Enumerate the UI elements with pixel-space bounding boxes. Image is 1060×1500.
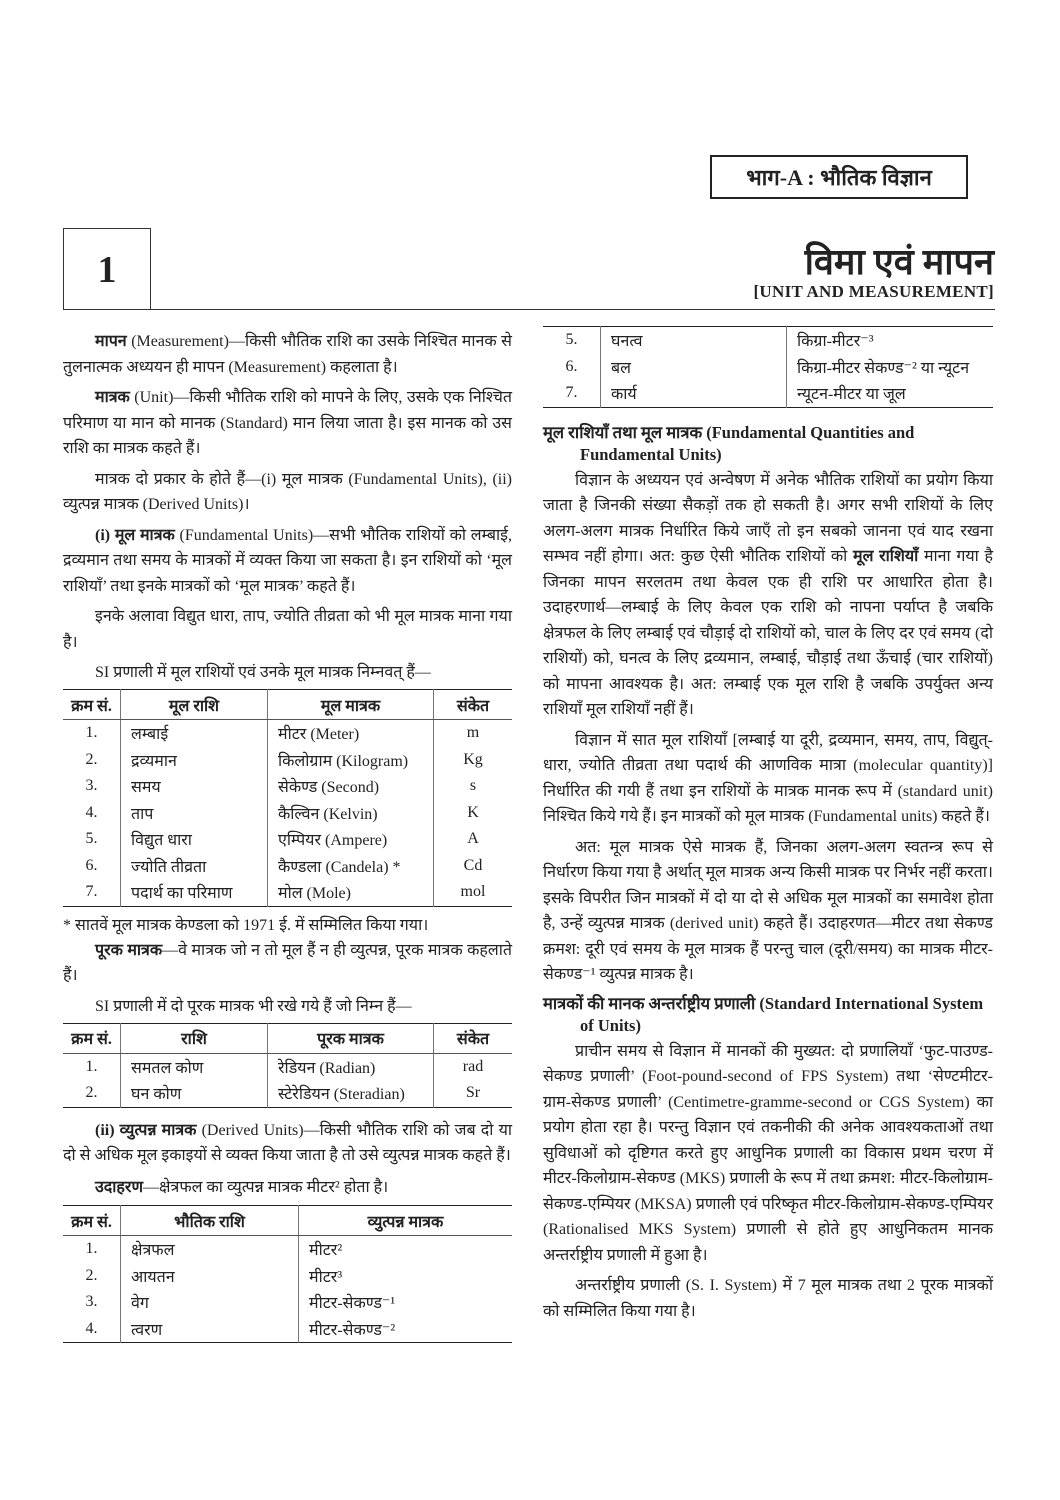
- table-cell: 7.: [85, 883, 98, 901]
- table-cell: किग्रा-मीटर⁻³: [787, 327, 994, 354]
- chapter-divider: [63, 309, 995, 310]
- paragraph-seven-quantities: [543, 728, 993, 830]
- heading-si-system: मात्रकों की मानक अन्तर्राष्ट्रीय प्रणाली (Standard International System of Units): [543, 993, 984, 1035]
- table-cell: सेकेण्ड (Second): [268, 773, 434, 800]
- table-cell: बल: [601, 354, 787, 381]
- table-row: [63, 773, 512, 800]
- table-cell: मीटर³: [299, 1263, 513, 1290]
- table-cell: Sr: [434, 1080, 513, 1107]
- table-cell: ज्योति तीव्रता: [121, 853, 268, 880]
- paragraph-fundamental-units: [63, 523, 512, 600]
- table-cell: 4.: [85, 1319, 98, 1337]
- bold-term: मात्रक: [95, 389, 130, 406]
- column-header: संकेत: [434, 1023, 513, 1053]
- table-row: [63, 853, 512, 880]
- paragraph-other-fundamental: [63, 604, 512, 655]
- table-cell: एम्पियर (Ampere): [268, 826, 434, 853]
- paragraph-fundamental-vs-derived: [543, 835, 993, 988]
- table-row: [543, 327, 993, 354]
- table-header-row: [63, 1023, 512, 1053]
- table-cell: घन कोण: [121, 1080, 268, 1107]
- column-header: मूल मात्रक: [268, 690, 434, 720]
- table-row: [63, 800, 512, 827]
- table-cell: s: [434, 773, 513, 800]
- table-row: [543, 354, 993, 381]
- heading-fundamental-quantities: मूल राशियाँ तथा मूल मात्रक (Fundamental Quantities and Fundamental Units): [543, 422, 915, 464]
- bold-term: उदाहरण: [95, 1178, 144, 1196]
- column-header: पूरक मात्रक: [268, 1023, 434, 1053]
- table-row: [63, 747, 512, 774]
- chapter-number: 1: [97, 248, 117, 291]
- table-cell: 2.: [85, 1084, 98, 1102]
- table-cell: 1.: [85, 1240, 98, 1258]
- paragraph-unit-types: [63, 467, 512, 518]
- paragraph-system-history: [543, 1039, 993, 1269]
- paragraph-example: [63, 1175, 512, 1201]
- bold-term: (ii) व्युत्पन्न मात्रक: [95, 1121, 197, 1139]
- table-cell: A: [434, 826, 513, 853]
- table-cell: समतल कोण: [121, 1053, 268, 1080]
- table-cell: मीटर-सेकण्ड⁻¹: [299, 1289, 513, 1316]
- text-run: प्राचीन समय से विज्ञान में मानकों की मुख्यत: दो प्रणालियाँ ‘फुट-पाउण्ड-सेकण्ड प्रणाली’ (Foot-pound-second of FPS System) तथा ‘सेण्टमीटर-ग्राम-सेकण्ड प्रणाली’ (Centimetre-gramme-second or CGS System) का प्रयोग होता रहा है। परन्तु विज्ञान एवं तकनीकी की अनेक आवश्यकताओं तथा सुविधाओं को दृष्टिगत करते हुए आधुनिक प्रणाली का विकास प्रथम चरण में मीटर-किलोग्राम-सेकण्ड (MKS) प्रणाली के रूप में तथा क्रमश: मीटर-किलोग्राम-सेकण्ड-एम्पियर (MKSA) प्रणाली एवं परिष्कृत मीटर-किलोग्राम-सेकण्ड-एम्पियर (Rationalised MKS System) प्रणाली से होते हुए आधुनिकतम मानक अन्तर्राष्ट्रीय प्रणाली में हुआ है।: [543, 1042, 993, 1264]
- column-header: क्रम सं.: [63, 690, 121, 720]
- table-row: [63, 879, 512, 906]
- text-run: इनके अलावा विद्युत धारा, ताप, ज्योति तीव्रता को भी मूल मात्रक माना गया है।: [63, 608, 512, 651]
- text-run: अत: मूल मात्रक ऐसे मात्रक हैं, जिनका अलग-अलग स्वतन्त्र रूप से निर्धारण किया गया है अर्थात् मूल मात्रक अन्य किसी मात्रक पर निर्भर नहीं करता। इसके विपरीत जिन मात्रकों में दो या दो से अधिक मूल मात्रकों का समावेश होता है, उन्हें व्युत्पन्न मात्रक (derived unit) कहते हैं। उदाहरणत—मीटर तथा सेकण्ड क्रमश: दूरी एवं समय के मूल मात्रक हैं परन्तु चाल (दूरी/समय) का मात्रक मीटर-सेकण्ड⁻¹ व्युत्पन्न मात्रक है।: [543, 838, 993, 983]
- table-cell: मोल (Mole): [268, 879, 434, 906]
- table-row: [543, 380, 993, 407]
- left-column: [63, 329, 512, 1343]
- table-cell: मीटर (Meter): [268, 720, 434, 747]
- paragraph-supplementary: [63, 938, 512, 989]
- table-cell: कैण्डला (Candela) *: [268, 853, 434, 880]
- chapter-number-box: [63, 228, 151, 310]
- table-cell: mol: [434, 879, 513, 906]
- paragraph-fundamental-quantities: [543, 468, 993, 723]
- column-header: व्युत्पन्न मात्रक: [299, 1206, 513, 1236]
- column-header: भौतिक राशि: [121, 1206, 299, 1236]
- right-column: [543, 326, 993, 1329]
- table-header-row: [63, 690, 512, 720]
- table-cell: आयतन: [121, 1263, 299, 1290]
- table-cell: 6.: [565, 357, 578, 375]
- part-label-box: [710, 155, 968, 199]
- table-cell: कार्य: [601, 380, 787, 407]
- chapter-subtitle: [UNIT AND MEASUREMENT]: [753, 282, 994, 301]
- table-row: [63, 1080, 512, 1107]
- table-cell: द्रव्यमान: [121, 747, 268, 774]
- table-cell: ताप: [121, 800, 268, 827]
- table-cell: पदार्थ का परिमाण: [121, 879, 268, 906]
- table-cell: वेग: [121, 1289, 299, 1316]
- table-cell: 6.: [85, 856, 98, 874]
- table-row: [63, 1316, 512, 1343]
- text-run: अन्तर्राष्ट्रीय प्रणाली (S. I. System) में 7 मूल मात्रक तथा 2 पूरक मात्रकों को सम्मिलित किया गया है।: [543, 1277, 993, 1320]
- column-header: क्रम सं.: [63, 1023, 121, 1053]
- table-cell: विद्युत धारा: [121, 826, 268, 853]
- table-cell: rad: [434, 1053, 513, 1080]
- text-run: (Fundamental Units)—सभी भौतिक राशियों को लम्बाई, द्रव्यमान तथा समय के मात्रकों में व्यक्त किया जा सकता है। इन राशियों को ‘मूल राशियाँ’ तथा इनके मात्रकों को ‘मूल मात्रक’ कहते हैं।: [63, 526, 512, 595]
- table-cell: 5.: [85, 830, 98, 848]
- table-cell: लम्बाई: [121, 720, 268, 747]
- table-cell: समय: [121, 773, 268, 800]
- table-cell: त्वरण: [121, 1316, 299, 1343]
- table1-caption: SI प्रणाली में मूल राशियों एवं उनके मूल मात्रक निम्नवत् हैं—: [95, 664, 431, 681]
- table-cell: 2.: [85, 750, 98, 768]
- fundamental-units-table: [63, 689, 512, 907]
- paragraph-unit: [63, 385, 512, 462]
- table-row: [63, 1236, 512, 1263]
- text-run: —वे मात्रक जो न तो मूल हैं न ही व्युत्पन्न, पूरक मात्रक कहलाते हैं।: [63, 941, 512, 984]
- paragraph-derived-units: [63, 1118, 512, 1169]
- chapter-title: विमा एवं मापन: [804, 242, 994, 282]
- table-cell: किलोग्राम (Kilogram): [268, 747, 434, 774]
- footnote: * सातवें मूल मात्रक केण्डला को 1971 ई. में सम्मिलित किया गया।: [63, 916, 429, 934]
- supplementary-units-table: [63, 1023, 512, 1108]
- table-cell: 7.: [565, 384, 578, 402]
- text-run: विज्ञान के अध्ययन एवं अन्वेषण में अनेक भौतिक राशियों का प्रयोग किया जाता है जिनकी संख्या सैकड़ों तक हो सकती है। अगर सभी राशियों के लिए अलग-अलग मात्रक निर्धारित किये जाएँ तो इन सबको जानना एवं याद रखना सम्भव नहीं होगा। अत: कुछ ऐसी भौतिक राशियों को: [543, 471, 993, 565]
- table-cell: मीटर²: [299, 1236, 513, 1263]
- table-cell: 5.: [565, 331, 578, 349]
- derived-units-table-continued: [543, 326, 993, 408]
- text-run: —क्षेत्रफल का व्युत्पन्न मात्रक मीटर² होता है।: [143, 1178, 389, 1196]
- table-row: [63, 720, 512, 747]
- bold-term: मापन: [95, 333, 127, 350]
- text-run: विज्ञान में सात मूल राशियाँ [लम्बाई या दूरी, द्रव्यमान, समय, ताप, विद्युत्-धारा, ज्योति तीव्रता तथा पदार्थ की आणविक मात्रा (molecular quantity)] निर्धारित की गयी हैं तथा इन राशियों के मात्रक मानक रूप में (standard unit) निश्चित किये गये हैं। इन मात्रकों को मूल मात्रक (Fundamental units) कहते हैं।: [543, 731, 993, 825]
- table-cell: 3.: [85, 1293, 98, 1311]
- table-cell: घनत्व: [601, 327, 787, 354]
- table-cell: किग्रा-मीटर सेकण्ड⁻² या न्यूटन: [787, 354, 994, 381]
- table-cell: K: [434, 800, 513, 827]
- text-run: (Measurement)—किसी भौतिक राशि का उसके निश्चित मानक से तुलनात्मक अध्ययन ही मापन (Measurement) कहलाता है।: [63, 333, 512, 376]
- table-row: [63, 826, 512, 853]
- table-row: [63, 1289, 512, 1316]
- paragraph-si-summary: [543, 1273, 993, 1324]
- table-cell: 2.: [85, 1266, 98, 1284]
- column-header: राशि: [121, 1023, 268, 1053]
- table-row: [63, 1053, 512, 1080]
- paragraph-measurement: [63, 329, 512, 380]
- table-header-row: [63, 1206, 512, 1236]
- table-cell: क्षेत्रफल: [121, 1236, 299, 1263]
- table-cell: Cd: [434, 853, 513, 880]
- bold-term: मूल राशियाँ: [853, 548, 919, 565]
- text-run: मात्रक दो प्रकार के होते हैं—(i) मूल मात्रक (Fundamental Units), (ii) व्युत्पन्न मात्रक (Derived Units)।: [63, 470, 512, 513]
- derived-units-table: [63, 1205, 512, 1343]
- table2-caption: SI प्रणाली में दो पूरक मात्रक भी रखे गये हैं जो निम्न हैं—: [95, 997, 412, 1015]
- text-run: (Unit)—किसी भौतिक राशि को मापने के लिए, उसके एक निश्चित परिमाण या मान को मानक (Standard) मान लिया जाता है। इस मानक को उस राशि का मात्रक कहते हैं।: [63, 389, 512, 457]
- part-label: भाग-A : भौतिक विज्ञान: [746, 165, 932, 190]
- table-cell: Kg: [434, 747, 513, 774]
- table-cell: 1.: [85, 1057, 98, 1075]
- table-cell: रेडियन (Radian): [268, 1053, 434, 1080]
- column-header: मूल राशि: [121, 690, 268, 720]
- column-header: क्रम सं.: [63, 1206, 121, 1236]
- column-header: संकेत: [434, 690, 513, 720]
- table-cell: 1.: [85, 724, 98, 742]
- table-cell: 4.: [85, 803, 98, 821]
- table-cell: m: [434, 720, 513, 747]
- table-cell: मीटर-सेकण्ड⁻²: [299, 1316, 513, 1343]
- text-run: माना गया है जिनका मापन सरलतम तथा केवल एक ही राशि पर आधारित होता है। उदाहरणार्थ—लम्बाई के लिए केवल एक राशि को नापना पर्याप्त है जबकि क्षेत्रफल के लिए लम्बाई एवं चौड़ाई दो राशियों को, चाल के लिए दर एवं समय (दो राशियों) को, घनत्व के लिए द्रव्यमान, लम्बाई, चौड़ाई तथा ऊँचाई (चार राशियों) को मापना आवश्यक है। अत: लम्बाई एक मूल राशि है जबकि उपर्युक्त अन्य राशियाँ मूल राशियाँ नहीं हैं।: [543, 548, 993, 718]
- table-cell: न्यूटन-मीटर या जूल: [787, 380, 994, 407]
- text-run: (Derived Units)—किसी भौतिक राशि को जब दो या दो से अधिक मूल इकाइयों से व्यक्त किया जाता है तो उसे व्युत्पन्न मात्रक कहते हैं।: [63, 1121, 512, 1164]
- table-cell: स्टेरेडियन (Steradian): [268, 1080, 434, 1107]
- bold-term: पूरक मात्रक: [95, 941, 163, 959]
- table-cell: कैल्विन (Kelvin): [268, 800, 434, 827]
- bold-term: (i) मूल मात्रक: [95, 526, 175, 544]
- table-row: [63, 1263, 512, 1290]
- table-cell: 3.: [85, 777, 98, 795]
